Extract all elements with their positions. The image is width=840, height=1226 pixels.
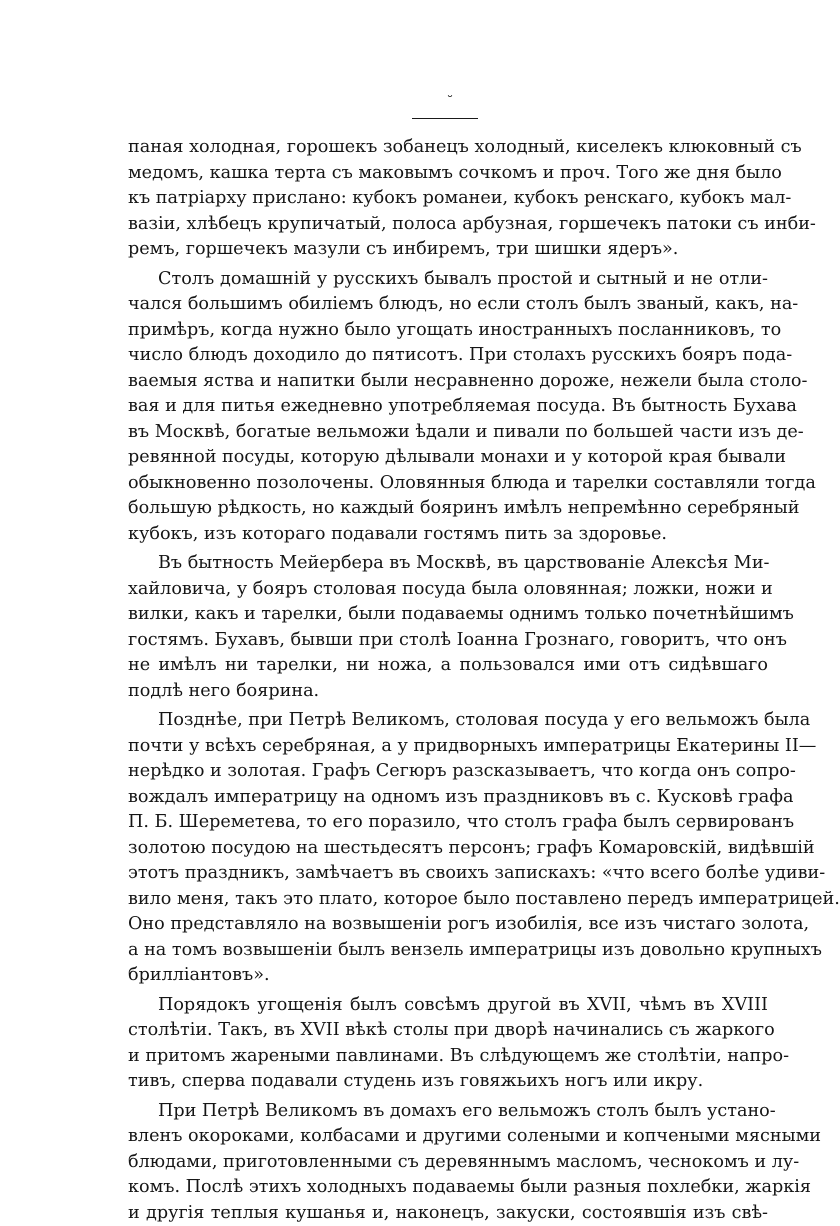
paragraph-2 xyxy=(128,267,768,548)
text-line: гостямъ. Бухавъ, бывши при столѣ Іоанна Грознаго, говоритъ, что онъ xyxy=(128,628,768,654)
text-line: къ патріарху прислано: кубокъ романеи, кубокъ ренскаго, кубокъ мал- xyxy=(128,186,768,212)
text-line: и другія теплыя кушанья и, наконецъ, закуски, состоявшія изъ свѣ- xyxy=(128,1201,768,1226)
text-line: При Петрѣ Великомъ въ домахъ его вельможъ столъ былъ устано- xyxy=(128,1099,768,1125)
text-line: вило меня, такъ это плато, которое было поставлено передъ императрицей. xyxy=(128,887,768,913)
text-line: кубокъ, изъ котораго подавали гостямъ пить за здоровье. xyxy=(128,522,768,548)
body-text xyxy=(128,135,768,1226)
text-line: вленъ окороками, колбасами и другими солеными и копчеными мясными xyxy=(128,1124,768,1150)
text-line: и притомъ жареными павлинами. Въ слѣдующемъ же столѣтіи, напро- xyxy=(128,1044,768,1070)
paragraph-1 xyxy=(128,135,768,263)
text-line: не имѣлъ ни тарелки, ни ножа, а пользовался ими отъ сидѣвшаго xyxy=(128,653,768,679)
text-line: П. Б. Шереметева, то его поразило, что столъ графа былъ сервированъ xyxy=(128,810,768,836)
text-line: Оно представляло на возвышеніи рогъ изобилія, все изъ чистаго золота, xyxy=(128,912,768,938)
text-line: медомъ, кашка терта съ маковымъ сочкомъ и проч. Того же дня было xyxy=(128,161,768,187)
text-line: большую рѣдкость, но каждый бояринъ имѣлъ непремѣнно серебряный xyxy=(128,496,768,522)
page-number: ˘ xyxy=(410,95,490,109)
text-line: почти у всѣхъ серебряная, а у придворныхъ императрицы Екатерины II— xyxy=(128,734,768,760)
text-line: подлѣ него боярина. xyxy=(128,679,768,705)
text-line: брилліантовъ». xyxy=(128,963,768,989)
text-line: тивъ, сперва подавали студень изъ говяжьихъ ногъ или икру. xyxy=(128,1069,768,1095)
text-line: Столъ домашній у русскихъ бывалъ простой и сытный и не отли- xyxy=(128,267,768,293)
text-line: Въ бытность Мейербера въ Москвѣ, въ царствованіе Алексѣя Ми- xyxy=(128,551,768,577)
text-line: вилки, какъ и тарелки, были подаваемы однимъ только почетнѣйшимъ xyxy=(128,602,768,628)
paragraph-6 xyxy=(128,1099,768,1226)
text-line: паная холодная, горошекъ зобанецъ холодный, киселекъ клюковный съ xyxy=(128,135,768,161)
text-line: вождалъ императрицу на одномъ изъ праздниковъ въ с. Кусковѣ графа xyxy=(128,785,768,811)
header-rule xyxy=(412,118,478,119)
text-line: въ Москвѣ, богатые вельможи ѣдали и пивали по большей части изъ де- xyxy=(128,420,768,446)
text-line: нерѣдко и золотая. Графъ Сегюръ разсказываетъ, что когда онъ сопро- xyxy=(128,759,768,785)
paragraph-3 xyxy=(128,551,768,704)
text-line: Позднѣе, при Петрѣ Великомъ, столовая посуда у его вельможъ была xyxy=(128,708,768,734)
paragraph-5 xyxy=(128,993,768,1095)
text-line: ревянной посуды, которую дѣлывали монахи и у которой края бывали xyxy=(128,445,768,471)
text-line: обыкновенно позолочены. Оловянныя блюда и тарелки составляли тогда xyxy=(128,471,768,497)
text-line: комъ. Послѣ этихъ холодныхъ подаваемы были разныя похлебки, жаркія xyxy=(128,1175,768,1201)
text-line: примѣръ, когда нужно было угощать иностранныхъ посланниковъ, то xyxy=(128,318,768,344)
text-line: вазіи, хлѣбецъ крупичатый, полоса арбузная, горшечекъ патоки съ инби- xyxy=(128,212,768,238)
text-line: число блюдъ доходило до пятисотъ. При столахъ русскихъ бояръ пода- xyxy=(128,343,768,369)
text-line: этотъ праздникъ, замѣчаетъ въ своихъ запискахъ: «что всего болѣе удиви- xyxy=(128,861,768,887)
text-line: вая и для питья ежедневно употребляемая посуда. Въ бытность Бухава xyxy=(128,394,768,420)
paragraph-4 xyxy=(128,708,768,989)
text-line: ваемыя яства и напитки были несравненно дороже, нежели была столо- xyxy=(128,369,768,395)
text-line: а на томъ возвышеніи былъ вензель императрицы изъ довольно крупныхъ xyxy=(128,938,768,964)
text-line: Порядокъ угощенія былъ совсѣмъ другой въ XVII, чѣмъ въ XVIII xyxy=(128,993,768,1019)
text-line: золотою посудою на шестьдесятъ персонъ; графъ Комаровскій, видѣвшій xyxy=(128,836,768,862)
text-line: столѣтіи. Такъ, въ XVII вѣкѣ столы при дворѣ начинались съ жаркого xyxy=(128,1018,768,1044)
text-line: ремъ, горшечекъ мазули съ инбиремъ, три шишки ядеръ». xyxy=(128,237,768,263)
text-line: хайловича, у бояръ столовая посуда была оловянная; ложки, ножи и xyxy=(128,577,768,603)
text-line: блюдами, приготовленными съ деревяннымъ масломъ, чеснокомъ и лу- xyxy=(128,1150,768,1176)
text-line: чался большимъ обиліемъ блюдъ, но если столъ былъ званый, какъ, на- xyxy=(128,292,768,318)
